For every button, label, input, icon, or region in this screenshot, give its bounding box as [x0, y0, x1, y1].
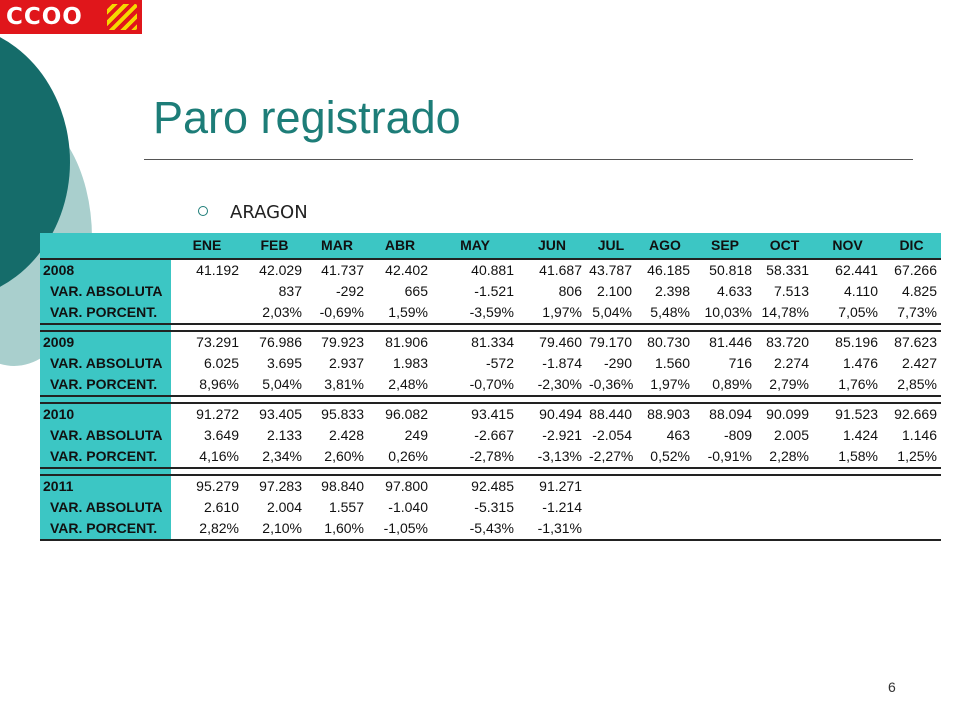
var-absoluta-cell — [694, 497, 756, 518]
year-row — [40, 331, 941, 353]
spacer-cell — [756, 468, 813, 475]
var-porcent-cell: -1,31% — [518, 518, 586, 540]
var-porcent-cell: -0,69% — [306, 302, 368, 324]
year-value-cell: 93.415 — [432, 403, 518, 425]
var-porcent-cell: 2,03% — [243, 302, 306, 324]
year-value-cell — [756, 475, 813, 497]
var-absoluta-row — [40, 425, 941, 446]
var-absoluta-cell: 463 — [666, 427, 690, 443]
var-porcent-cell: 1,60% — [306, 518, 368, 540]
var-porcent-cell: 2,28% — [756, 446, 813, 468]
var-absoluta-cell: 3.649 — [203, 427, 239, 443]
var-absoluta-cell: 806 — [558, 283, 582, 299]
var-absoluta-cell: 7.513 — [773, 283, 809, 299]
var-porcent-cell: 1,76% — [813, 374, 882, 396]
var-porcent-cell: 2,34% — [243, 446, 306, 468]
year-value-cell: 42.402 — [368, 259, 432, 281]
year-value-cell: 95.833 — [306, 403, 368, 425]
var-absoluta-cell — [813, 497, 882, 518]
var-porcent-cell: 0,26% — [368, 446, 432, 468]
year-value-cell: 79.923 — [306, 331, 368, 353]
year-value-cell: 80.730 — [636, 331, 694, 353]
year-value-cell: 50.818 — [694, 259, 756, 281]
var-porcent-cell: 0,52% — [636, 446, 694, 468]
var-absoluta-row — [40, 353, 941, 374]
header-month: MAY — [432, 233, 518, 259]
spacer-cell — [882, 324, 941, 331]
year-value-cell: 40.881 — [432, 259, 518, 281]
spacer-cell — [306, 396, 368, 403]
spacer-cell — [756, 324, 813, 331]
var-absoluta-cell: -1.040 — [388, 499, 428, 515]
year-value-cell: 81.446 — [694, 331, 756, 353]
var-absoluta-cell: -292 — [335, 283, 364, 299]
page-title: Paro registrado — [153, 92, 461, 143]
group-spacer — [40, 468, 941, 475]
year-value-cell: 41.687 — [518, 259, 586, 281]
year-value-cell: 58.331 — [756, 259, 813, 281]
header-month: JUN — [518, 233, 586, 259]
spacer-cell — [368, 324, 432, 331]
header-month: NOV — [813, 233, 882, 259]
year-value-label: 2008 — [40, 259, 171, 281]
var-porcent-cell: 0,89% — [694, 374, 756, 396]
spacer-cell — [432, 324, 518, 331]
var-porcent-cell: 5,48% — [636, 302, 694, 324]
spacer-cell — [518, 396, 586, 403]
var-absoluta-cell: 2.428 — [328, 427, 364, 443]
var-porcent-cell: 5,04% — [586, 302, 636, 324]
var-porcent-cell: -3,13% — [518, 446, 586, 468]
var-absoluta-cell — [756, 497, 813, 518]
spacer-cell — [40, 396, 171, 403]
var-porcent-cell — [636, 518, 694, 540]
var-porcent-cell: 2,82% — [171, 518, 243, 540]
year-value-cell: 73.291 — [171, 331, 243, 353]
year-value-cell: 41.192 — [171, 259, 243, 281]
var-absoluta-label: VAR. ABSOLUTA — [40, 497, 171, 518]
var-absoluta-cell: 837 — [278, 283, 302, 299]
var-porcent-cell: -0,36% — [586, 374, 636, 396]
aragon-flag-icon — [107, 4, 137, 30]
year-value-cell: 88.903 — [636, 403, 694, 425]
var-porcent-cell: 2,10% — [243, 518, 306, 540]
var-porcent-cell: 5,04% — [243, 374, 306, 396]
year-value-cell: 88.440 — [586, 403, 636, 425]
var-absoluta-label: VAR. ABSOLUTA — [40, 353, 171, 374]
var-absoluta-cell: -1.214 — [542, 499, 582, 515]
page-number: 6 — [888, 679, 896, 695]
spacer-cell — [694, 396, 756, 403]
ccoo-logo — [0, 0, 142, 34]
var-porcent-cell: -3,59% — [432, 302, 518, 324]
var-absoluta-cell: -809 — [723, 427, 752, 443]
var-absoluta-cell: -572 — [485, 355, 514, 371]
year-value-cell: 83.720 — [756, 331, 813, 353]
spacer-cell — [368, 396, 432, 403]
var-porcent-cell: 10,03% — [694, 302, 756, 324]
header-month: FEB — [243, 233, 306, 259]
var-porcent-cell: 2,79% — [756, 374, 813, 396]
var-absoluta-cell: 3.695 — [266, 355, 302, 371]
var-porcent-cell — [171, 302, 243, 324]
var-absoluta-cell: 4.110 — [844, 283, 878, 299]
header-row — [40, 233, 941, 259]
spacer-cell — [882, 468, 941, 475]
year-value-cell: 98.840 — [306, 475, 368, 497]
var-absoluta-cell: 1.146 — [901, 427, 937, 443]
spacer-cell — [171, 468, 243, 475]
var-absoluta-label: VAR. ABSOLUTA — [40, 425, 171, 446]
var-absoluta-cell — [882, 497, 941, 518]
var-absoluta-cell — [171, 281, 243, 302]
year-row — [40, 403, 941, 425]
var-porcent-cell: 14,78% — [756, 302, 813, 324]
var-porcent-cell: 1,97% — [518, 302, 586, 324]
var-porcent-cell: -2,27% — [586, 446, 636, 468]
var-absoluta-cell: 665 — [404, 283, 428, 299]
var-absoluta-row — [40, 497, 941, 518]
table-body — [40, 259, 941, 540]
unemployment-table-container — [40, 233, 941, 541]
var-absoluta-cell: 2.937 — [328, 355, 364, 371]
var-porcent-cell: -5,43% — [432, 518, 518, 540]
header-month: ENE — [171, 233, 243, 259]
spacer-cell — [243, 324, 306, 331]
spacer-cell — [586, 324, 636, 331]
subtitle: ARAGON — [230, 202, 308, 223]
year-value-cell: 46.185 — [636, 259, 694, 281]
var-absoluta-cell: -2.921 — [542, 427, 582, 443]
header-month: JUL — [586, 233, 636, 259]
spacer-cell — [813, 468, 882, 475]
spacer-cell — [694, 324, 756, 331]
var-porcent-cell: 1,25% — [882, 446, 941, 468]
var-porcent-row — [40, 302, 941, 324]
spacer-cell — [518, 324, 586, 331]
var-porcent-cell — [586, 518, 636, 540]
var-absoluta-cell: 1.560 — [654, 355, 690, 371]
year-value-cell: 79.460 — [518, 331, 586, 353]
var-porcent-cell: 1,59% — [368, 302, 432, 324]
spacer-cell — [171, 324, 243, 331]
var-porcent-row — [40, 374, 941, 396]
year-value-cell: 42.029 — [243, 259, 306, 281]
var-absoluta-cell: 2.274 — [773, 355, 809, 371]
var-absoluta-cell: 1.983 — [392, 355, 428, 371]
var-absoluta-cell: 2.610 — [203, 499, 239, 515]
header-corner — [40, 233, 171, 259]
logo-text: CCOO — [6, 4, 83, 30]
spacer-cell — [306, 468, 368, 475]
var-absoluta-cell: -2.667 — [474, 427, 514, 443]
var-porcent-cell — [882, 518, 941, 540]
header-month: ABR — [368, 233, 432, 259]
year-value-cell: 97.800 — [368, 475, 432, 497]
year-value-cell: 41.737 — [306, 259, 368, 281]
year-value-cell: 87.623 — [882, 331, 941, 353]
header-month: DIC — [882, 233, 941, 259]
var-porcent-cell: 7,73% — [882, 302, 941, 324]
year-value-cell: 62.441 — [813, 259, 882, 281]
var-absoluta-cell: 4.633 — [716, 283, 752, 299]
spacer-cell — [694, 468, 756, 475]
year-value-cell: 95.279 — [171, 475, 243, 497]
spacer-cell — [636, 324, 694, 331]
var-absoluta-cell — [636, 497, 694, 518]
var-porcent-cell: 3,81% — [306, 374, 368, 396]
year-value-cell: 91.272 — [171, 403, 243, 425]
spacer-cell — [432, 396, 518, 403]
var-absoluta-cell: 249 — [404, 427, 428, 443]
var-porcent-cell: 7,05% — [813, 302, 882, 324]
var-absoluta-cell: 2.004 — [266, 499, 302, 515]
spacer-cell — [368, 468, 432, 475]
year-value-cell: 90.099 — [756, 403, 813, 425]
unemployment-table — [40, 233, 941, 541]
var-porcent-cell: -1,05% — [368, 518, 432, 540]
spacer-cell — [756, 396, 813, 403]
header-month: OCT — [756, 233, 813, 259]
var-absoluta-cell: 716 — [728, 355, 752, 371]
year-value-cell: 97.283 — [243, 475, 306, 497]
year-value-label: 2011 — [40, 475, 171, 497]
spacer-cell — [636, 396, 694, 403]
var-absoluta-cell: 2.100 — [596, 283, 632, 299]
title-divider — [144, 159, 913, 160]
var-absoluta-cell: 1.557 — [328, 499, 364, 515]
var-absoluta-cell: 2.427 — [901, 355, 937, 371]
var-absoluta-cell: 2.398 — [654, 283, 690, 299]
bullet-icon — [198, 206, 208, 216]
year-value-label: 2009 — [40, 331, 171, 353]
year-row — [40, 475, 941, 497]
var-porcent-row — [40, 446, 941, 468]
spacer-cell — [432, 468, 518, 475]
var-porcent-cell — [756, 518, 813, 540]
var-absoluta-cell: 2.133 — [266, 427, 302, 443]
group-spacer — [40, 396, 941, 403]
year-value-cell: 43.787 — [586, 259, 636, 281]
var-absoluta-cell: -1.521 — [474, 283, 514, 299]
spacer-cell — [40, 468, 171, 475]
spacer-cell — [813, 396, 882, 403]
spacer-cell — [636, 468, 694, 475]
year-value-cell: 92.485 — [432, 475, 518, 497]
var-porcent-label: VAR. PORCENT. — [40, 302, 171, 324]
year-value-cell — [813, 475, 882, 497]
header-month: AGO — [636, 233, 694, 259]
var-absoluta-cell: -5.315 — [474, 499, 514, 515]
year-value-cell: 81.334 — [432, 331, 518, 353]
spacer-cell — [813, 324, 882, 331]
var-porcent-cell: 4,16% — [171, 446, 243, 468]
var-absoluta-label: VAR. ABSOLUTA — [40, 281, 171, 302]
group-spacer — [40, 324, 941, 331]
year-value-cell: 79.170 — [586, 331, 636, 353]
year-row — [40, 259, 941, 281]
var-porcent-cell: -2,30% — [518, 374, 586, 396]
year-value-cell: 90.494 — [518, 403, 586, 425]
year-value-cell: 92.669 — [882, 403, 941, 425]
var-porcent-cell: -0,70% — [432, 374, 518, 396]
spacer-cell — [306, 324, 368, 331]
spacer-cell — [243, 396, 306, 403]
var-porcent-cell: 8,96% — [171, 374, 243, 396]
spacer-cell — [171, 396, 243, 403]
var-porcent-label: VAR. PORCENT. — [40, 374, 171, 396]
var-absoluta-cell: 1.424 — [842, 427, 878, 443]
var-absoluta-row — [40, 281, 941, 302]
year-value-cell: 91.271 — [518, 475, 586, 497]
header-month: SEP — [694, 233, 756, 259]
spacer-cell — [243, 468, 306, 475]
header-month: MAR — [306, 233, 368, 259]
year-value-cell: 93.405 — [243, 403, 306, 425]
var-porcent-label: VAR. PORCENT. — [40, 518, 171, 540]
var-absoluta-cell: 6.025 — [203, 355, 239, 371]
var-porcent-cell — [694, 518, 756, 540]
spacer-cell — [40, 324, 171, 331]
var-absoluta-cell: -1.874 — [542, 355, 582, 371]
var-porcent-cell: 1,97% — [636, 374, 694, 396]
year-value-cell — [882, 475, 941, 497]
year-value-cell: 76.986 — [243, 331, 306, 353]
spacer-cell — [518, 468, 586, 475]
year-value-cell — [694, 475, 756, 497]
year-value-cell: 67.266 — [882, 259, 941, 281]
var-porcent-cell: 1,58% — [813, 446, 882, 468]
var-absoluta-cell — [586, 497, 636, 518]
year-value-cell: 85.196 — [813, 331, 882, 353]
year-value-cell — [636, 475, 694, 497]
var-porcent-cell: -0,91% — [694, 446, 756, 468]
var-porcent-row — [40, 518, 941, 540]
var-porcent-label: VAR. PORCENT. — [40, 446, 171, 468]
var-absoluta-cell: -290 — [603, 355, 632, 371]
year-value-cell: 91.523 — [813, 403, 882, 425]
year-value-label: 2010 — [40, 403, 171, 425]
var-porcent-cell: 2,48% — [368, 374, 432, 396]
year-value-cell — [586, 475, 636, 497]
var-absoluta-cell: 1.476 — [842, 355, 878, 371]
var-porcent-cell: 2,60% — [306, 446, 368, 468]
var-porcent-cell — [813, 518, 882, 540]
year-value-cell: 96.082 — [368, 403, 432, 425]
year-value-cell: 81.906 — [368, 331, 432, 353]
var-porcent-cell: -2,78% — [432, 446, 518, 468]
var-porcent-cell: 2,85% — [882, 374, 941, 396]
spacer-cell — [586, 468, 636, 475]
var-absoluta-cell: -2.054 — [592, 427, 632, 443]
spacer-cell — [586, 396, 636, 403]
var-absoluta-cell: 4.825 — [901, 283, 937, 299]
year-value-cell: 88.094 — [694, 403, 756, 425]
spacer-cell — [882, 396, 941, 403]
var-absoluta-cell: 2.005 — [773, 427, 809, 443]
